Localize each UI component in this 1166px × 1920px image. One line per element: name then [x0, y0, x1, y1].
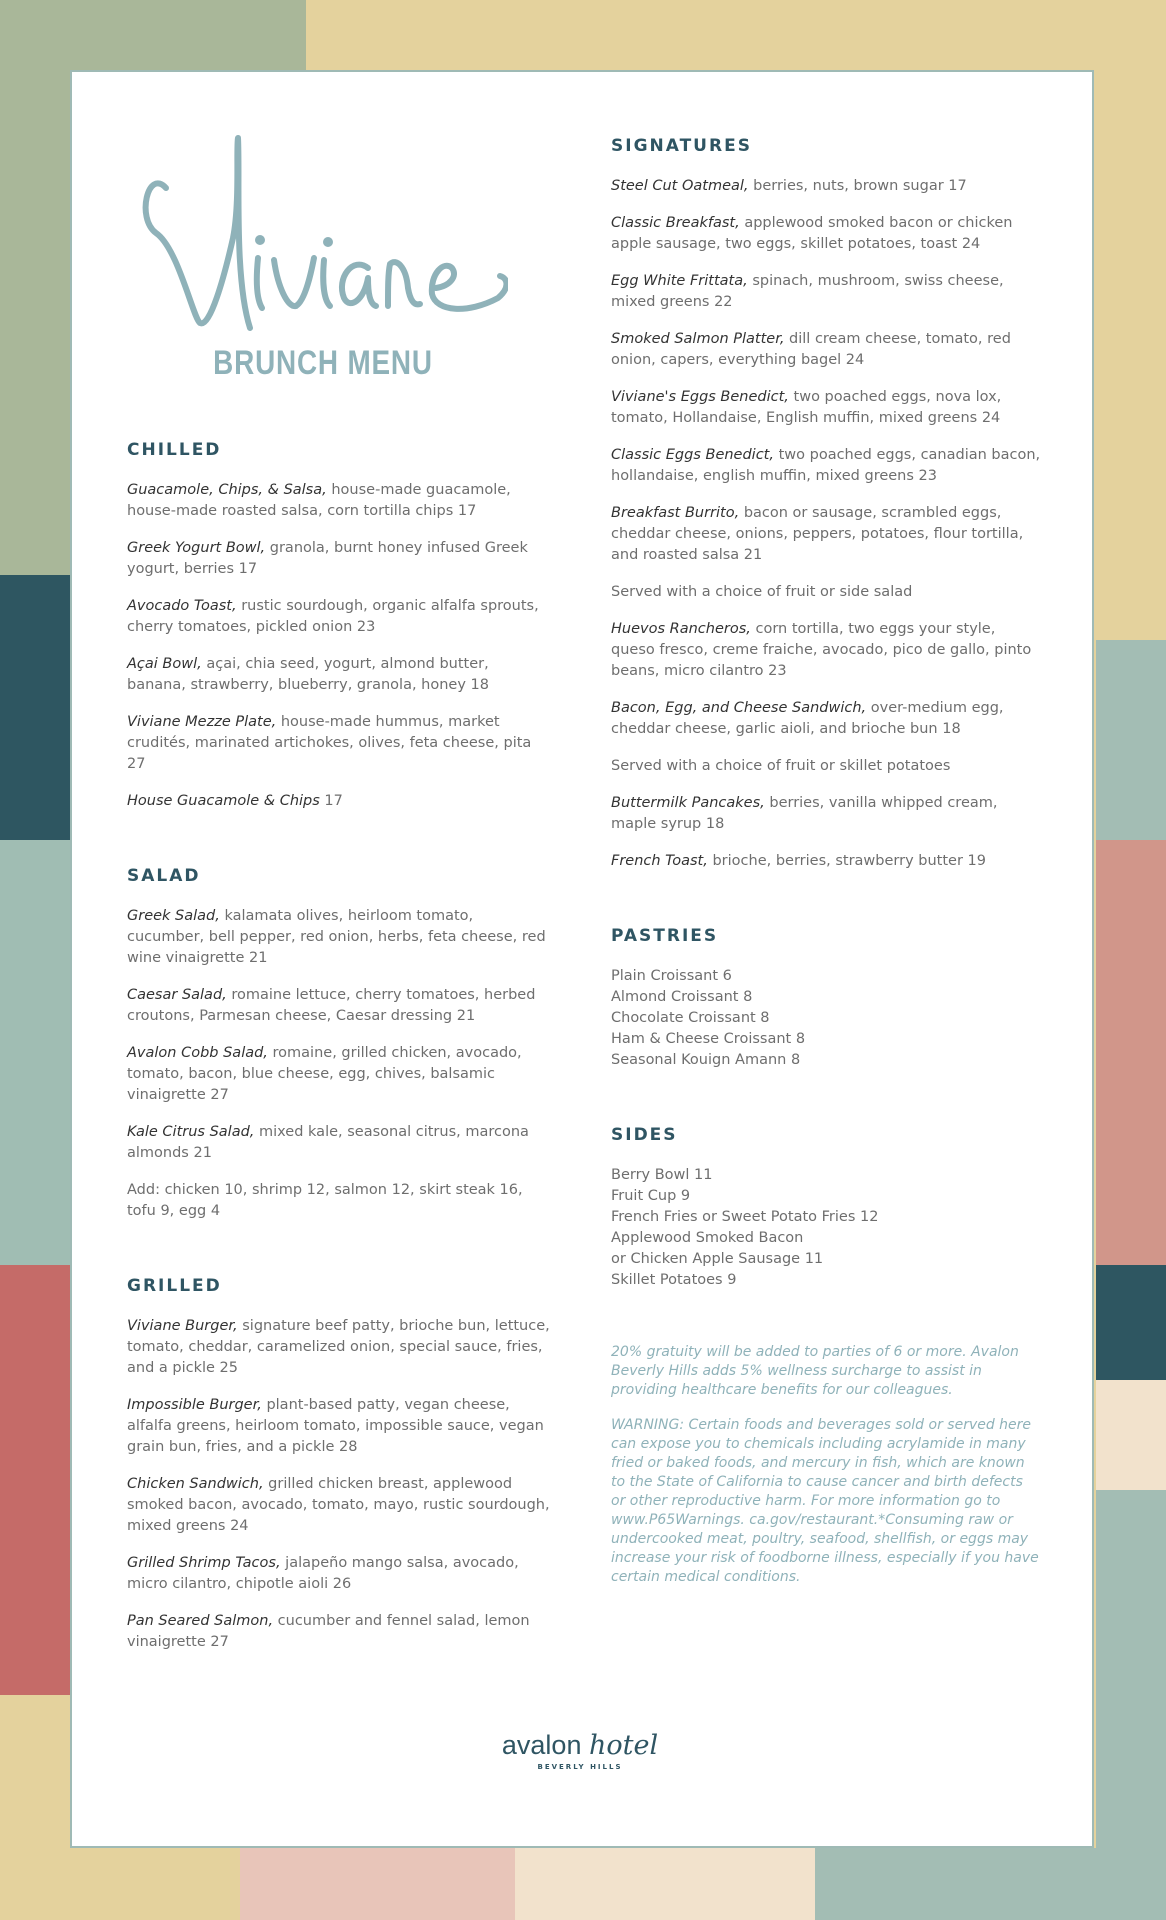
item-desc: açai, chia seed, yogurt, almond butter, banana, strawberry, blueberry, granola, honey 18 — [127, 656, 489, 693]
item-name: Viviane Mezze Plate, — [127, 714, 277, 730]
menu-item — [611, 271, 1041, 313]
item-desc: grilled chicken breast, applewood smoked bacon, avocado, tomato, mayo, rustic sourdough, mixed greens 24 — [127, 1476, 550, 1534]
pastry-line: Seasonal Kouign Amann 8 — [611, 1052, 801, 1068]
item-desc: rustic sourdough, organic alfalfa sprouts, cherry tomatoes, pickled onion 23 — [127, 598, 539, 635]
add-ons-note — [127, 1180, 552, 1222]
item-desc: over-medium egg, cheddar cheese, garlic aioli, and brioche bun 18 — [611, 700, 1004, 737]
item-name: Kale Citrus Salad, — [127, 1124, 255, 1140]
menu-item — [127, 1043, 552, 1106]
bg-block-mint-right-low — [1096, 1490, 1166, 1920]
menu-item — [611, 503, 1041, 566]
item-name: Classic Breakfast, — [611, 215, 740, 231]
section-heading-grilled: GRILLED — [127, 1276, 222, 1296]
side-line: Applewood Smoked Bacon — [611, 1230, 804, 1246]
menu-item — [127, 596, 552, 638]
menu-item — [127, 1474, 552, 1537]
item-name: Grilled Shrimp Tacos, — [127, 1555, 281, 1571]
side-line: Fruit Cup 9 — [611, 1188, 691, 1204]
bg-block-mint-right — [1096, 640, 1166, 840]
item-name: Bacon, Egg, and Cheese Sandwich, — [611, 700, 867, 716]
item-name: Pan Seared Salmon, — [127, 1613, 274, 1629]
item-name: Egg White Frittata, — [611, 273, 748, 289]
item-name: Caesar Salad, — [127, 987, 227, 1003]
menu-item — [611, 851, 1041, 872]
section-heading-salad: SALAD — [127, 866, 201, 886]
side-line: French Fries or Sweet Potato Fries 12 — [611, 1209, 879, 1225]
item-desc: house-made guacamole, house-made roasted salsa, corn tortilla chips 17 — [127, 482, 511, 519]
item-desc: kalamata olives, heirloom tomato, cucumber, bell pepper, red onion, herbs, feta cheese, red wine vinaigrette 21 — [127, 908, 546, 966]
item-desc: spinach, mushroom, swiss cheese, mixed greens 22 — [611, 273, 1004, 310]
menu-item — [127, 791, 552, 812]
item-name: Greek Yogurt Bowl, — [127, 540, 266, 556]
pastry-line: Plain Croissant 6 — [611, 968, 732, 984]
menu-item — [611, 445, 1041, 487]
bg-block-cream-right — [1096, 1380, 1166, 1490]
item-name: Classic Eggs Benedict, — [611, 447, 774, 463]
menu-item — [127, 985, 552, 1027]
item-desc: house-made hummus, market crudités, marinated artichokes, olives, feta cheese, pita 27 — [127, 714, 532, 772]
brand-word-hotel: hotel — [588, 1730, 659, 1761]
section-heading-sides: SIDES — [611, 1125, 678, 1145]
item-name: Greek Salad, — [127, 908, 220, 924]
served-with-note — [611, 756, 1041, 777]
item-name: Breakfast Burrito, — [611, 505, 740, 521]
menu-item — [127, 1611, 552, 1653]
item-desc: corn tortilla, two eggs your style, queso fresco, creme fraiche, avocado, pico de gallo, pinto beans, micro cilantro 23 — [611, 621, 1032, 679]
item-name: Impossible Burger, — [127, 1397, 262, 1413]
bg-block-cream-bottom — [515, 1848, 815, 1920]
served-with-note — [611, 582, 1041, 603]
brunch-menu-title: BRUNCH MENU — [213, 344, 433, 382]
item-desc: Served with a choice of fruit or skillet potatoes — [611, 758, 951, 774]
item-name: Açai Bowl, — [127, 656, 202, 672]
gratuity-note: 20% gratuity will be added to parties of 6 or more. Avalon Beverly Hills adds 5% wellness surcharge to assist in providing healthcare benefits for our colleagues. — [611, 1344, 1019, 1398]
menu-item — [127, 712, 552, 775]
menu-item — [127, 1316, 552, 1379]
right-column — [611, 136, 1041, 1603]
menu-item — [127, 654, 552, 696]
menu-item — [611, 619, 1041, 682]
brand-location: BEVERLY HILLS — [537, 1763, 623, 1771]
item-desc: granola, burnt honey infused Greek yogurt, berries 17 — [127, 540, 528, 577]
bg-block-sand-right — [1096, 0, 1166, 640]
viviane-logo — [138, 128, 508, 348]
menu-item — [611, 213, 1041, 255]
section-heading-chilled: CHILLED — [127, 440, 222, 460]
item-desc: cucumber and fennel salad, lemon vinaigrette 27 — [127, 1613, 530, 1650]
bg-block-salmon-right — [1096, 840, 1166, 1265]
item-desc: plant-based patty, vegan cheese, alfalfa greens, heirloom tomato, impossible sauce, vegan grain bun, fries, and a pickle 28 — [127, 1397, 544, 1455]
left-column — [127, 440, 552, 1669]
avalon-hotel-logo — [440, 1730, 720, 1771]
menu-item — [127, 480, 552, 522]
item-desc: berries, vanilla whipped cream, maple syrup 18 — [611, 795, 998, 832]
bg-block-mint-left — [0, 840, 70, 1265]
side-line: Berry Bowl 11 — [611, 1167, 713, 1183]
item-name: French Toast, — [611, 853, 708, 869]
item-desc: two poached eggs, nova lox, tomato, Hollandaise, English muffin, mixed greens 24 — [611, 389, 1002, 426]
item-name: Smoked Salmon Platter, — [611, 331, 785, 347]
pastry-line: Almond Croissant 8 — [611, 989, 753, 1005]
item-name: Viviane Burger, — [127, 1318, 238, 1334]
menu-item — [127, 1395, 552, 1458]
prop65-warning: WARNING: Certain foods and beverages sold or served here can expose you to chemicals including acrylamide in many fried or baked foods, and mercury in fish, which are known to the State of California to cause cancer and birth defects or other reproductive harm. For more information go to www.P65Warnings. ca.gov/restaurant.*Consuming raw or undercooked meat, poultry, seafood, shellfish, or eggs may increase your risk of foodborne illness, especially if you have certain medical conditions. — [611, 1417, 1039, 1585]
side-line: or Chicken Apple Sausage 11 — [611, 1251, 824, 1267]
item-desc: Add: chicken 10, shrimp 12, salmon 12, skirt steak 16, tofu 9, egg 4 — [127, 1182, 523, 1219]
bg-block-teal-left — [0, 575, 70, 840]
menu-item — [127, 538, 552, 580]
section-heading-pastries: PASTRIES — [611, 926, 719, 946]
bg-block-teal-right — [1096, 1265, 1166, 1380]
item-name: Chicken Sandwich, — [127, 1476, 264, 1492]
menu-item — [611, 793, 1041, 835]
pastry-line: Ham & Cheese Croissant 8 — [611, 1031, 806, 1047]
item-desc: romaine, grilled chicken, avocado, tomato, bacon, blue cheese, egg, chives, balsamic vinaigrette 27 — [127, 1045, 522, 1103]
item-desc: bacon or sausage, scrambled eggs, cheddar cheese, onions, peppers, potatoes, flour tortilla, and roasted salsa 21 — [611, 505, 1024, 563]
side-line: Skillet Potatoes 9 — [611, 1272, 737, 1288]
item-name: Buttermilk Pancakes, — [611, 795, 765, 811]
menu-item — [127, 1122, 552, 1164]
item-name: Steel Cut Oatmeal, — [611, 178, 749, 194]
item-desc: Served with a choice of fruit or side salad — [611, 584, 913, 600]
item-desc: romaine lettuce, cherry tomatoes, herbed croutons, Parmesan cheese, Caesar dressing 21 — [127, 987, 536, 1024]
item-name: Viviane's Eggs Benedict, — [611, 389, 789, 405]
item-desc: signature beef patty, brioche bun, lettuce, tomato, cheddar, caramelized onion, special sauce, fries, and a pickle 25 — [127, 1318, 550, 1376]
item-name: Huevos Rancheros, — [611, 621, 751, 637]
item-name: Avocado Toast, — [127, 598, 237, 614]
menu-item — [127, 906, 552, 969]
pastry-line: Chocolate Croissant 8 — [611, 1010, 770, 1026]
bg-block-pink-bottom — [240, 1848, 515, 1920]
item-desc: dill cream cheese, tomato, red onion, capers, everything bagel 24 — [611, 331, 1011, 368]
bg-block-sand — [306, 0, 1166, 70]
item-desc: applewood smoked bacon or chicken apple sausage, two eggs, skillet potatoes, toast 24 — [611, 215, 1013, 252]
menu-item — [611, 698, 1041, 740]
item-name: Avalon Cobb Salad, — [127, 1045, 268, 1061]
menu-item — [127, 1553, 552, 1595]
item-desc: two poached eggs, canadian bacon, hollandaise, english muffin, mixed greens 23 — [611, 447, 1041, 484]
item-desc: 17 — [319, 793, 343, 809]
section-heading-signatures: SIGNATURES — [611, 136, 752, 156]
menu-item — [611, 387, 1041, 429]
item-name: Guacamole, Chips, & Salsa, — [127, 482, 327, 498]
item-desc: berries, nuts, brown sugar 17 — [748, 178, 967, 194]
item-desc: mixed kale, seasonal citrus, marcona almonds 21 — [127, 1124, 529, 1161]
item-name: House Guacamole & Chips — [127, 793, 320, 809]
menu-item — [611, 176, 1041, 197]
brand-word-avalon: avalon — [501, 1730, 582, 1760]
item-desc: jalapeño mango salsa, avocado, micro cilantro, chipotle aioli 26 — [127, 1555, 519, 1592]
bg-block-red-left — [0, 1265, 70, 1695]
item-desc: brioche, berries, strawberry butter 19 — [707, 853, 986, 869]
menu-item — [611, 329, 1041, 371]
